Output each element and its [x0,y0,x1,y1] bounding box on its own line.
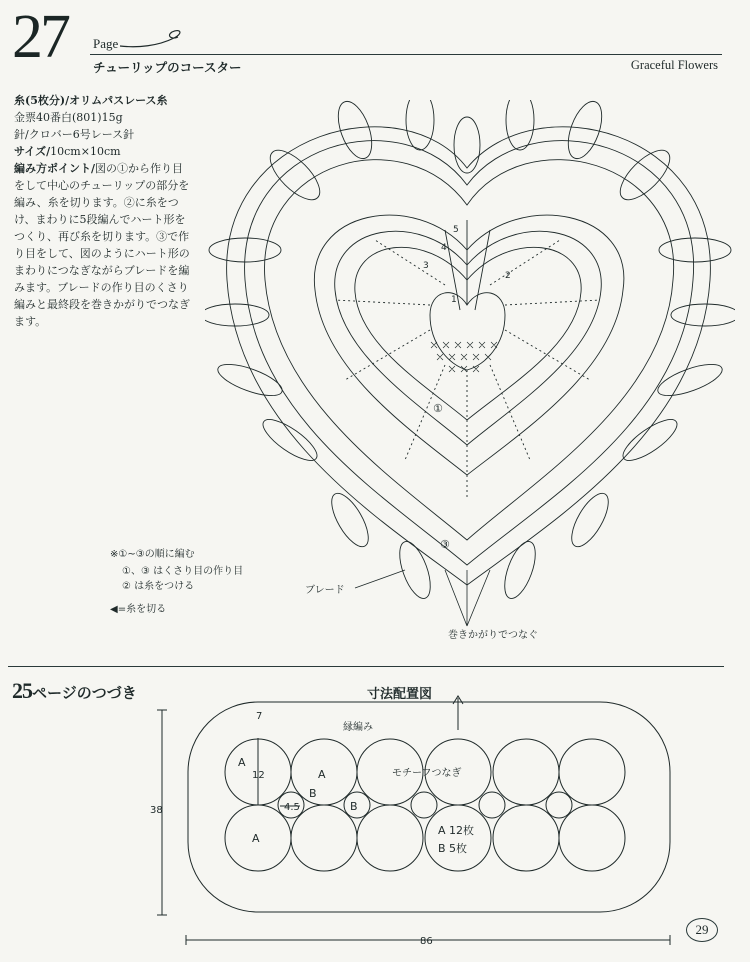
continuation-heading [12,678,137,704]
braid-label: ブレード [305,585,345,596]
continuation-page: 25 [12,678,32,703]
instructions-block [14,92,194,330]
header-rule [90,54,722,55]
marker-1: ① [433,402,443,415]
page-number-footer: 29 [686,918,718,942]
note-cut: ◀=糸を切る [110,604,167,615]
whip-label: 巻きかがりでつなぐ [448,630,538,641]
dim-edge: 7 [256,711,263,722]
size-label: サイズ/ [14,145,51,158]
row-4: 4 [441,243,447,253]
dim-height: 38 [150,805,163,816]
braid-ring [265,160,674,540]
motif-label: モチーフつなぎ [392,768,462,779]
continuation-text: ページのつづき [32,684,137,702]
layout-diagram [140,690,700,950]
page-title: チューリップのコースター [93,60,242,75]
layout-title: 寸法配置図 [367,687,433,702]
single-crochet-block [431,342,497,372]
page-number-large: 27 [12,3,68,71]
points-text: 図の①から作り目をして中心のチューリップの部分を編み、糸を切ります。②に糸をつけ、まわりに5段編んでハート形をつくり、再び糸を切ります。③で作り目をして、図のようにハート形のまわりにつなぎながらブレードを編みます。ブレードの作り目のくさり編みと最終段を巻きかがりでつなぎます。 [14,162,190,328]
heart-row [314,215,624,475]
yarn-detail: 金票40番白(801)15g [14,111,123,124]
note-line-1: ①、③ はくさり目の作り目 [122,566,244,577]
count-a: A 12枚 [438,824,475,837]
marker-3: ③ [440,538,450,551]
flourish-ornament [118,28,188,52]
needle-info: 針/クロバー6号レース針 [14,128,135,141]
yarn-label: 糸(5枚分)/オリムパスレース糸 [14,94,168,107]
label-a-1: A [238,756,246,769]
count-b: B 5枚 [438,842,468,855]
size-value: 10cm×10cm [50,145,121,158]
border-label: 縁編み [343,722,373,733]
note-order: ※①~③の順に編む [110,549,195,560]
label-b-1: B [309,787,317,800]
row-1: 1 [451,295,457,305]
dim-width: 86 [420,936,433,947]
label-b-2: B [350,800,358,813]
row-5: 5 [453,225,459,235]
dim-motif: 12 [252,770,265,781]
label-a-2: A [318,768,326,781]
crochet-chart [205,100,735,650]
points-label: 編み方ポイント/ [14,162,96,175]
row-2: 2 [505,271,511,281]
row-3: 3 [423,261,429,271]
label-a-3: A [252,832,260,845]
note-line-2: ② は糸をつける [122,581,195,592]
dim-small: 4.5 [284,802,300,813]
section-title: Graceful Flowers [630,58,718,72]
section-rule [8,666,724,667]
page-word: Page [93,36,119,51]
